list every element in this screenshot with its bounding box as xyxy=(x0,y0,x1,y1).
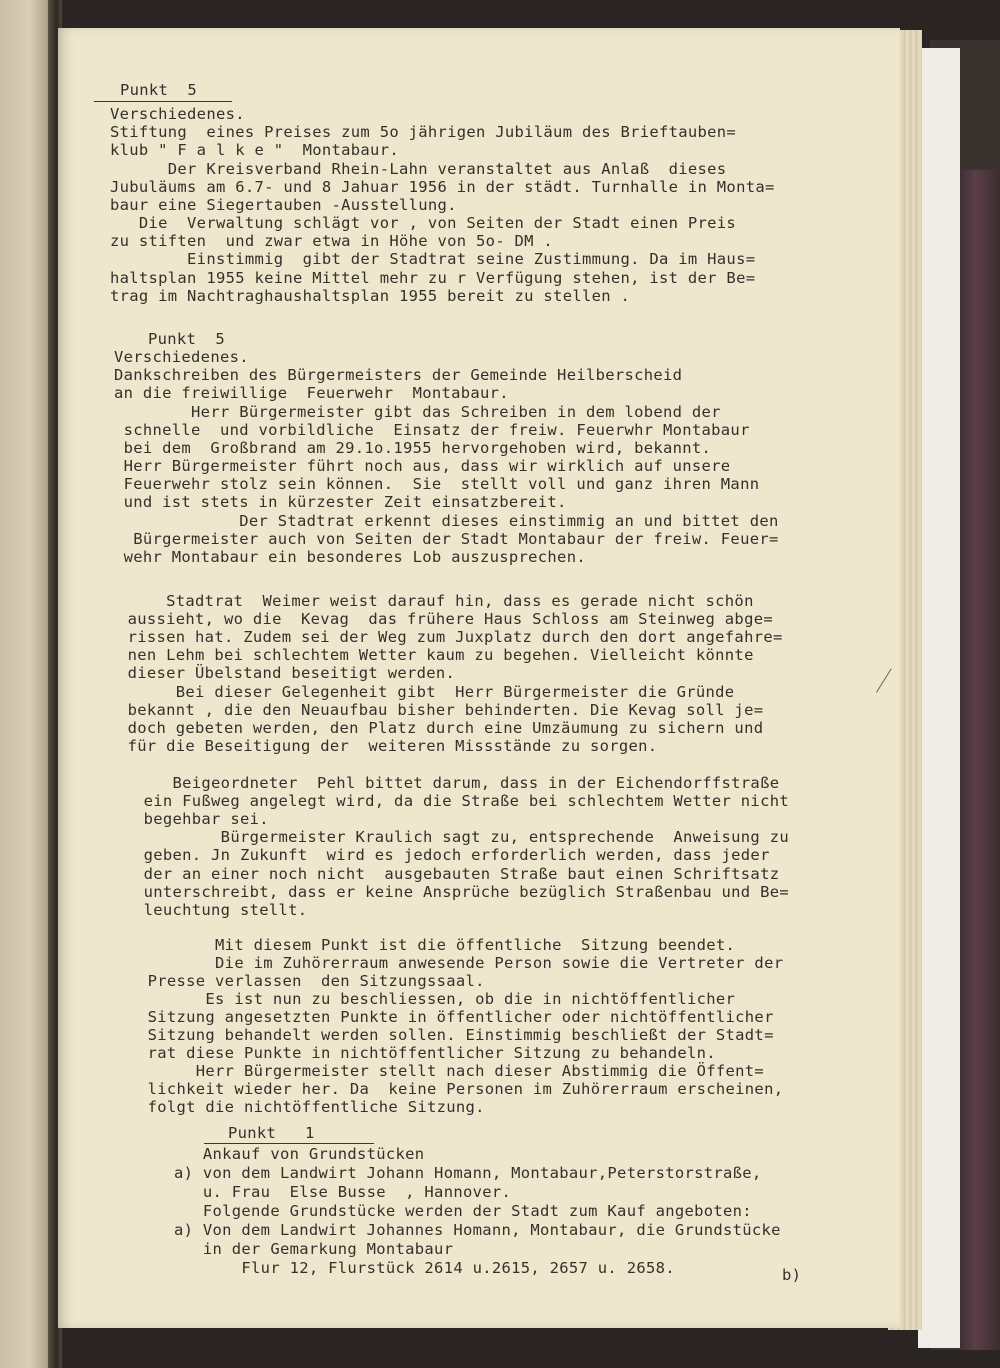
text-line: lichkeit wieder her. Da keine Personen im Zuhörerraum erscheinen, xyxy=(138,1080,784,1098)
heading-underline xyxy=(204,1143,374,1144)
text-line: Stadtrat Weimer weist darauf hin, dass es gerade nicht schön xyxy=(118,592,754,610)
text-line: Bürgermeister auch von Seiten der Stadt Montabaur der freiw. Feuer= xyxy=(114,530,779,548)
heading-underline xyxy=(94,101,232,102)
text-line: Herr Bürgermeister stellt nach dieser Abstimmig die Öffent= xyxy=(138,1062,765,1080)
text-line: unterschreibt, dass er keine Ansprüche bezüglich Straßenbau und Be= xyxy=(134,883,789,901)
text-line: nen Lehm bei schlechtem Wetter kaum zu begehen. Vielleicht könnte xyxy=(118,646,754,664)
text-line: ein Fußweg angelegt wird, da die Straße bei schlechtem Wetter nicht xyxy=(134,792,789,810)
text-line: Mit diesem Punkt ist die öffentliche Sitzung beendet. xyxy=(138,936,736,954)
text-line: rat diese Punkte in nichtöffentlicher Sitzung zu behandeln. xyxy=(138,1044,716,1062)
left-facing-page xyxy=(0,0,54,1368)
text-line: rissen hat. Zudem sei der Weg zum Juxplatz durch den dort angefahre= xyxy=(118,628,783,646)
text-line: wehr Montabaur ein besonderes Lob auszusprechen. xyxy=(114,548,586,566)
text-line: a) Von dem Landwirt Johannes Homann, Montabaur, die Grundstücke xyxy=(174,1221,781,1239)
text-line: haltsplan 1955 keine Mittel mehr zu r Verfügung stehen, ist der Be= xyxy=(110,269,756,287)
binding-cover xyxy=(958,170,1000,1350)
text-line: u. Frau Else Busse , Hannover. xyxy=(174,1183,512,1201)
text-line: zu stiften und zwar etwa in Höhe von 5o- DM . xyxy=(110,232,554,250)
text-line: Es ist nun zu beschliessen, ob die in nichtöffentlicher xyxy=(138,990,736,1008)
text-line: Herr Bürgermeister führt noch aus, dass wir wirklich auf unsere xyxy=(114,457,731,475)
pencil-mark xyxy=(876,668,892,692)
text-line: begehbar sei. xyxy=(134,810,269,828)
text-line: Bürgermeister Kraulich sagt zu, entsprechende Anweisung zu xyxy=(134,828,789,846)
continuation-marker: b) xyxy=(782,1266,802,1284)
text-line: aussieht, wo die Kevag das frühere Haus Schloss am Steinweg abge= xyxy=(118,610,773,628)
text-line: für die Beseitigung der weiteren Missstände zu sorgen. xyxy=(118,737,658,755)
white-sheet-edge xyxy=(918,48,960,1348)
text-line: Dankschreiben des Bürgermeisters der Gemeinde Heilberscheid xyxy=(114,366,683,384)
section-heading-punkt-5b: Punkt 5 xyxy=(148,330,226,348)
text-line: der an einer noch nicht ausgebauten Straße baut einen Schriftsatz xyxy=(134,865,780,883)
text-line: Herr Bürgermeister gibt das Schreiben in dem lobend der xyxy=(114,403,721,421)
text-line: doch gebeten werden, den Platz durch eine Umzäumung zu sichern und xyxy=(118,719,764,737)
text-line: klub " F a l k e " Montabaur. xyxy=(110,141,399,159)
text-line: Feuerwehr stolz sein können. Sie stellt voll und ganz ihren Mann xyxy=(114,475,760,493)
text-line: geben. Jn Zukunft wird es jedoch erforderlich werden, dass jeder xyxy=(134,846,770,864)
text-line: Die im Zuhörerraum anwesende Person sowie die Vertreter der xyxy=(138,954,784,972)
text-line: Bei dieser Gelegenheit gibt Herr Bürgermeister die Gründe xyxy=(118,683,735,701)
text-line: Der Kreisverband Rhein-Lahn veranstaltet aus Anlaß dieses xyxy=(110,160,727,178)
text-line: Beigeordneter Pehl bittet darum, dass in der Eichendorffstraße xyxy=(134,774,780,792)
text-line: Der Stadtrat erkennt dieses einstimmig an und bittet den xyxy=(114,512,779,530)
text-line: bekannt , die den Neuaufbau bisher behinderten. Die Kevag soll je= xyxy=(118,701,764,719)
text-line: Flur 12, Flurstück 2614 u.2615, 2657 u. 2658. xyxy=(174,1259,675,1277)
text-line: und ist stets in kürzester Zeit einsatzbereit. xyxy=(114,493,567,511)
text-line: folgt die nichtöffentliche Sitzung. xyxy=(138,1098,485,1116)
text-line: Folgende Grundstücke werden der Stadt zum Kauf angeboten: xyxy=(174,1202,752,1220)
text-line: bei dem Großbrand am 29.1o.1955 hervorgehoben wird, bekannt. xyxy=(114,439,712,457)
section-heading-punkt-5a: Punkt 5 xyxy=(120,81,198,99)
text-line: an die freiwillige Feuerwehr Montabaur. xyxy=(114,384,509,402)
text-line: Ankauf von Grundstücken xyxy=(174,1145,425,1163)
text-line: Presse verlassen den Sitzungssaal. xyxy=(138,972,485,990)
text-line: dieser Übelstand beseitigt werden. xyxy=(118,664,456,682)
text-line: Jubuläums am 6.7- und 8 Jahuar 1956 in der städt. Turnhalle in Monta= xyxy=(110,178,775,196)
text-line: leuchtung stellt. xyxy=(134,901,308,919)
text-line: schnelle und vorbildliche Einsatz der freiw. Feuerwhr Montabaur xyxy=(114,421,750,439)
text-line: Sitzung behandelt werden sollen. Einstimmig beschließt der Stadt= xyxy=(138,1026,774,1044)
text-line: Verschiedenes. xyxy=(114,348,249,366)
section-heading-punkt-1: Punkt 1 xyxy=(228,1124,315,1142)
text-line: Stiftung eines Preises zum 5o jährigen Jubiläum des Brieftauben= xyxy=(110,123,737,141)
text-line: Einstimmig gibt der Stadtrat seine Zustimmung. Da im Haus= xyxy=(110,250,756,268)
text-line: Sitzung angesetzten Punkte in öffentlicher oder nichtöffentlicher xyxy=(138,1008,774,1026)
text-line: Die Verwaltung schlägt vor , von Seiten der Stadt einen Preis xyxy=(110,214,737,232)
text-line: trag im Nachtraghaushaltsplan 1955 bereit zu stellen . xyxy=(110,287,631,305)
text-line: baur eine Siegertauben -Ausstellung. xyxy=(110,196,457,214)
text-line: a) von dem Landwirt Johann Homann, Montabaur,Peterstorstraße, xyxy=(174,1164,762,1182)
text-line: in der Gemarkung Montabaur xyxy=(174,1240,454,1258)
typewritten-page xyxy=(58,28,900,1328)
text-line: Verschiedenes. xyxy=(110,105,245,123)
